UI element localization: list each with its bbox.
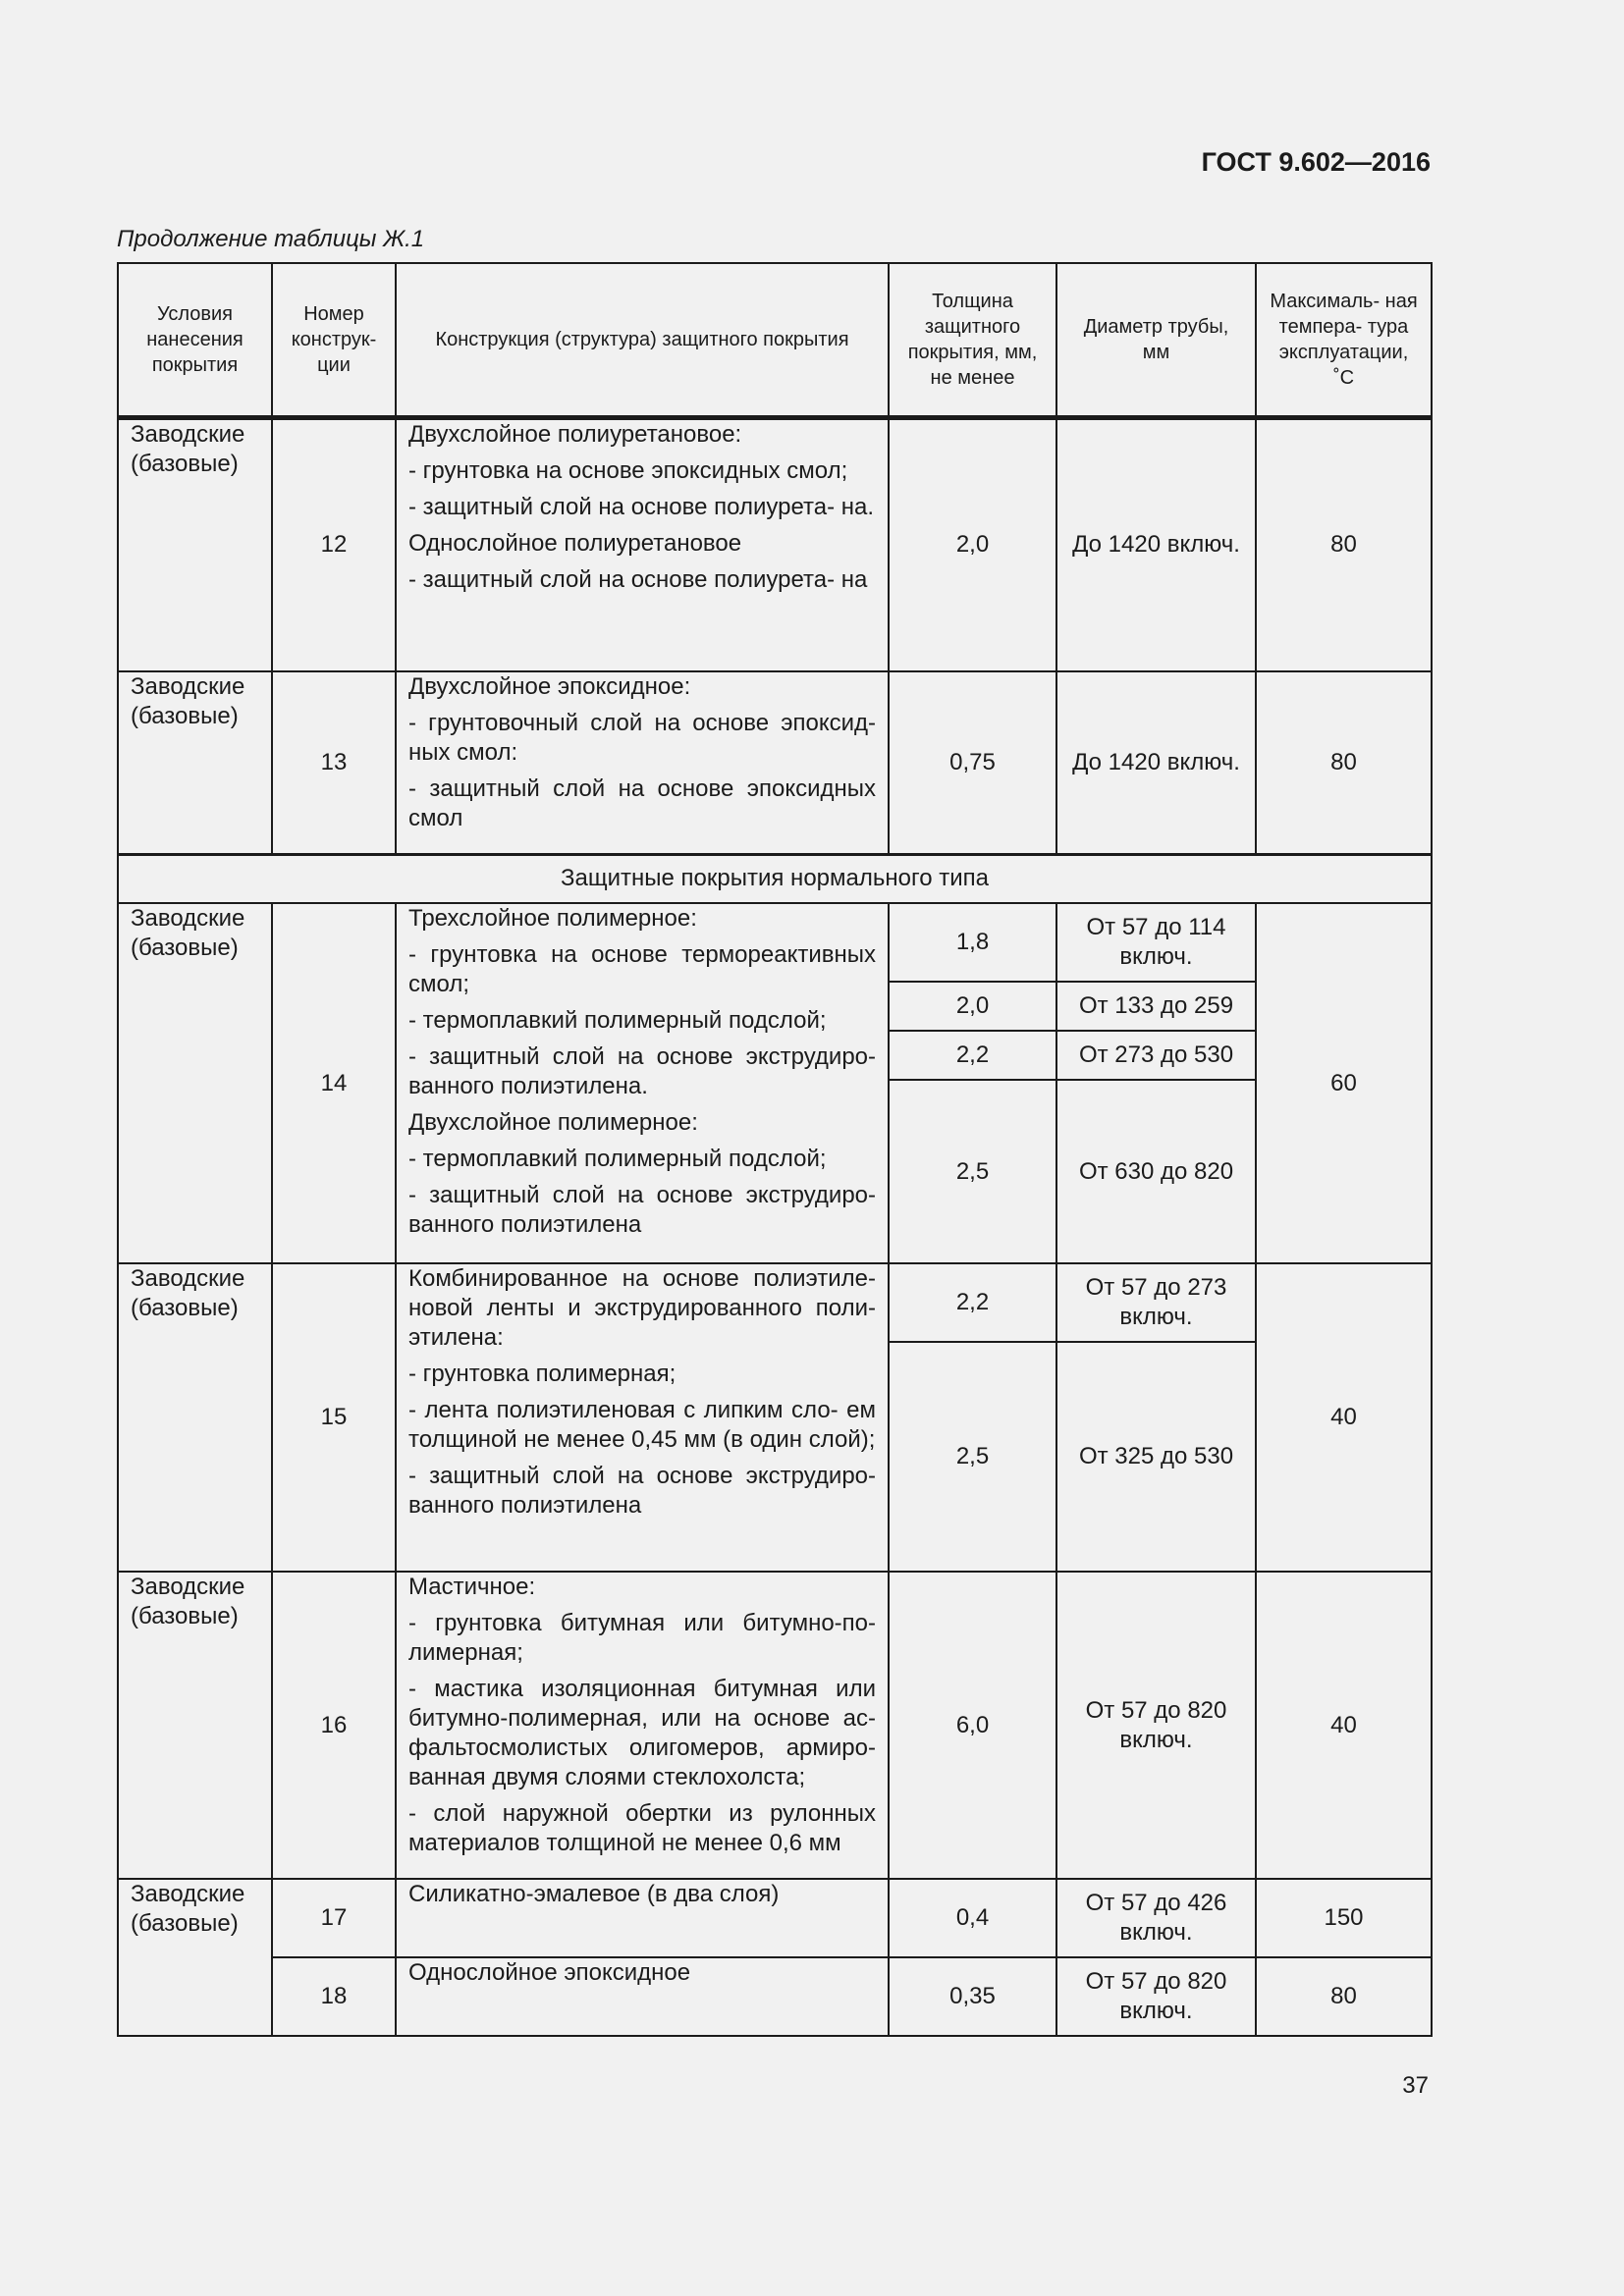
thickness-cell: 2,0 xyxy=(889,982,1056,1031)
col-header-condition: Условия нанесения покрытия xyxy=(118,263,272,417)
diameter-cell: От 57 до 426 включ. xyxy=(1056,1879,1256,1957)
construction-description xyxy=(396,1879,889,1957)
table-row xyxy=(118,1572,1432,1879)
diameter-cell: От 57 до 273 включ. xyxy=(1056,1263,1256,1342)
thickness-cell: 0,4 xyxy=(889,1879,1056,1957)
construction-line: - защитный слой на основе эпоксидных смол xyxy=(408,775,876,831)
construction-line: - лента полиэтиленовая с липким сло- ем толщиной не менее 0,45 мм (в один слой); xyxy=(408,1397,876,1453)
construction-line: Двухслойное полиуретановое: xyxy=(408,420,742,448)
temperature-cell: 150 xyxy=(1256,1879,1432,1957)
construction-description xyxy=(396,903,889,1263)
diameter-cell: От 325 до 530 xyxy=(1056,1342,1256,1572)
construction-line: Трехслойное полимерное: xyxy=(408,905,697,932)
thickness-cell: 2,5 xyxy=(889,1080,1056,1263)
construction-line: Однослойное эпоксидное xyxy=(408,1959,691,1986)
table-row xyxy=(118,1263,1432,1342)
construction-line: - защитный слой на основе полиурета- на. xyxy=(408,493,874,520)
temperature-cell: 80 xyxy=(1256,671,1432,854)
construction-line: - защитный слой на основе экструдиро- ванного полиэтилена. xyxy=(408,1043,876,1099)
construction-line: - грунтовка полимерная; xyxy=(408,1361,677,1387)
diameter-cell: От 273 до 530 xyxy=(1056,1031,1256,1080)
diameter-cell: До 1420 включ. xyxy=(1056,417,1256,671)
construction-description xyxy=(396,1957,889,2036)
construction-number: 15 xyxy=(272,1263,396,1572)
construction-number: 12 xyxy=(272,417,396,671)
thickness-cell: 2,0 xyxy=(889,417,1056,671)
condition-cell: Заводские (базовые) xyxy=(118,417,272,671)
construction-line: Мастичное: xyxy=(408,1574,536,1600)
temperature-cell: 80 xyxy=(1256,417,1432,671)
construction-line: - защитный слой на основе экструдиро- ванного полиэтилена xyxy=(408,1463,876,1519)
construction-number: 13 xyxy=(272,671,396,854)
table-row xyxy=(118,903,1432,982)
construction-description xyxy=(396,1263,889,1572)
diameter-cell: От 630 до 820 xyxy=(1056,1080,1256,1263)
construction-number: 14 xyxy=(272,903,396,1263)
construction-number: 16 xyxy=(272,1572,396,1879)
construction-line: - защитный слой на основе полиурета- на xyxy=(408,565,868,593)
table-caption: Продолжение таблицы Ж.1 xyxy=(117,226,425,252)
construction-line: - термоплавкий полимерный подслой; xyxy=(408,1007,827,1034)
construction-line: Двухслойное эпоксидное: xyxy=(408,673,691,700)
condition-cell: Заводские (базовые) xyxy=(118,671,272,854)
construction-line: - защитный слой на основе экструдиро- ванного полиэтилена xyxy=(408,1182,876,1238)
thickness-cell: 2,2 xyxy=(889,1263,1056,1342)
condition-cell: Заводские (базовые) xyxy=(118,1572,272,1879)
construction-line: Однослойное полиуретановое xyxy=(408,529,742,557)
thickness-cell: 2,2 xyxy=(889,1031,1056,1080)
diameter-cell: От 133 до 259 xyxy=(1056,982,1256,1031)
construction-description xyxy=(396,671,889,854)
construction-line: - слой наружной обертки из рулонных материалов толщиной не менее 0,6 мм xyxy=(408,1800,876,1856)
col-header-number: Номер конструк- ции xyxy=(272,263,396,417)
temperature-cell: 40 xyxy=(1256,1572,1432,1879)
thickness-cell: 0,35 xyxy=(889,1957,1056,2036)
temperature-cell: 80 xyxy=(1256,1957,1432,2036)
construction-line: - грунтовка на основе термореактивных смол; xyxy=(408,941,876,997)
condition-cell: Заводские (базовые) xyxy=(118,1263,272,1572)
construction-number: 18 xyxy=(272,1957,396,2036)
construction-description xyxy=(396,1572,889,1879)
table-row xyxy=(118,417,1432,671)
table-row xyxy=(118,671,1432,854)
temperature-cell: 60 xyxy=(1256,903,1432,1263)
diameter-cell: От 57 до 114 включ. xyxy=(1056,903,1256,982)
thickness-cell: 2,5 xyxy=(889,1342,1056,1572)
temperature-cell: 40 xyxy=(1256,1263,1432,1572)
thickness-cell: 0,75 xyxy=(889,671,1056,854)
page-number: 37 xyxy=(1402,2072,1429,2099)
col-header-diameter: Диаметр трубы, мм xyxy=(1056,263,1256,417)
section-row xyxy=(118,854,1432,903)
construction-line: - грунтовка битумная или битумно-по- лимерная; xyxy=(408,1610,876,1666)
header-row xyxy=(118,263,1432,417)
diameter-cell: До 1420 включ. xyxy=(1056,671,1256,854)
coatings-table xyxy=(117,262,1433,2037)
col-header-thickness: Толщина защитного покрытия, мм, не менее xyxy=(889,263,1056,417)
construction-line: - грунтовочный слой на основе эпоксид- ных смол: xyxy=(408,710,876,766)
document-code: ГОСТ 9.602—2016 xyxy=(1201,147,1431,177)
condition-cell: Заводские (базовые) xyxy=(118,1879,272,2036)
thickness-cell: 6,0 xyxy=(889,1572,1056,1879)
construction-line: Силикатно-эмалевое (в два слоя) xyxy=(408,1881,780,1907)
condition-cell: Заводские (базовые) xyxy=(118,903,272,1263)
section-title: Защитные покрытия нормального типа xyxy=(118,854,1432,903)
construction-line: Комбинированное на основе полиэтиле- новой ленты и экструдированного поли- этилена: xyxy=(408,1265,876,1351)
table-row xyxy=(118,1957,1432,2036)
col-header-temperature: Максималь- ная темпера- тура эксплуатации, ˚С xyxy=(1256,263,1432,417)
construction-line: - грунтовка на основе эпоксидных смол; xyxy=(408,456,848,484)
thickness-cell: 1,8 xyxy=(889,903,1056,982)
construction-line: - мастика изоляционная битумная или битумно-полимерная, или на основе ас- фальтосмолистых олигомеров, армиро- ванная двумя слоями стеклохолста; xyxy=(408,1676,876,1790)
construction-number: 17 xyxy=(272,1879,396,1957)
construction-description xyxy=(396,417,889,671)
construction-line: - термоплавкий полимерный подслой; xyxy=(408,1146,827,1172)
construction-line: Двухслойное полимерное: xyxy=(408,1109,698,1136)
diameter-cell: От 57 до 820 включ. xyxy=(1056,1572,1256,1879)
diameter-cell: От 57 до 820 включ. xyxy=(1056,1957,1256,2036)
col-header-construction: Конструкция (структура) защитного покрытия xyxy=(396,263,889,417)
table-row xyxy=(118,1879,1432,1957)
